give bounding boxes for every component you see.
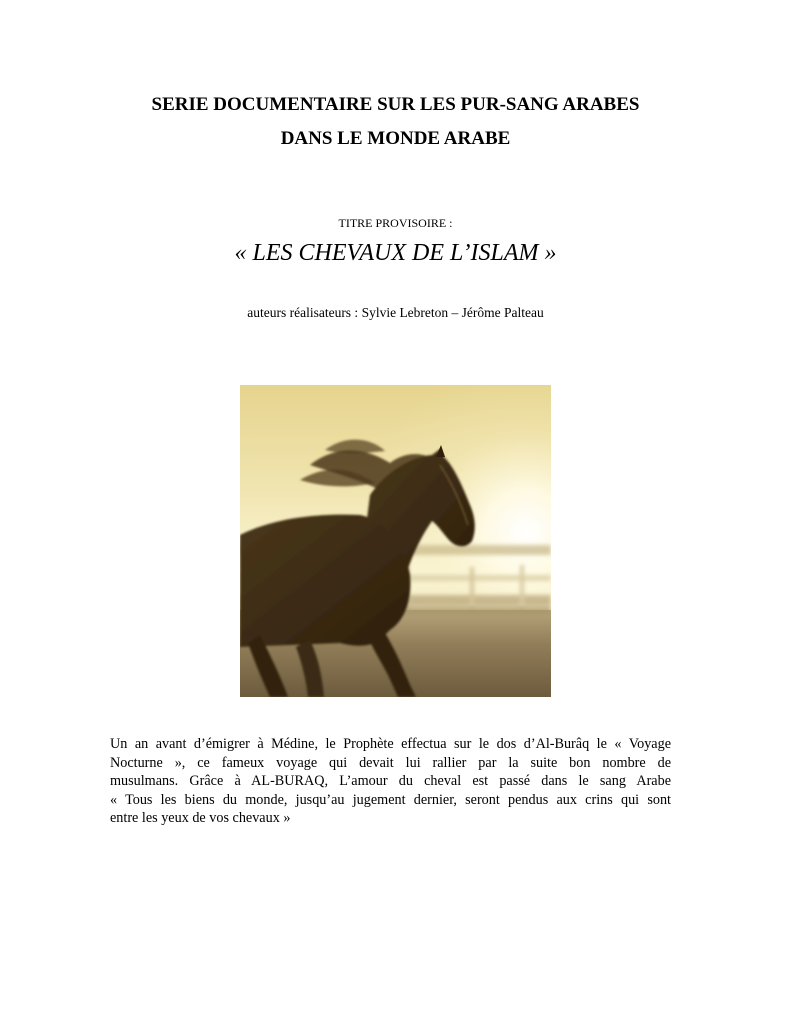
paragraph-line-1: Un an avant d’émigrer à Médine, le Prophète effectua sur le dos d’Al-Burâq le « Voyage — [110, 736, 671, 752]
paragraph — [110, 735, 671, 828]
authors-line: auteurs réalisateurs : Sylvie Lebreton – Jérôme Palteau — [247, 305, 544, 320]
series-heading-line-1: SERIE DOCUMENTAIRE SUR LES PUR-SANG ARABES — [151, 94, 640, 115]
series-heading-line-2: DANS LE MONDE ARABE — [280, 128, 511, 149]
paragraph-line-3: musulmans. Grâce à AL-BURAQ, L’amour du cheval est passé dans le sang Arabe — [110, 773, 671, 789]
provisional-title-label: TITRE PROVISOIRE : — [338, 216, 453, 230]
paragraph-line-4: « Tous les biens du monde, jusqu’au jugement dernier, seront pendus aux crins qui sont — [110, 791, 671, 808]
paragraph-line-5: entre les yeux de vos chevaux » — [110, 810, 291, 826]
main-title: « LES CHEVAUX DE L’ISLAM » — [234, 240, 557, 266]
paragraph-line-2: Nocturne », ce fameux voyage qui devait lui rallier par la suite bon nombre de — [110, 754, 671, 771]
horse-photo — [240, 385, 551, 697]
